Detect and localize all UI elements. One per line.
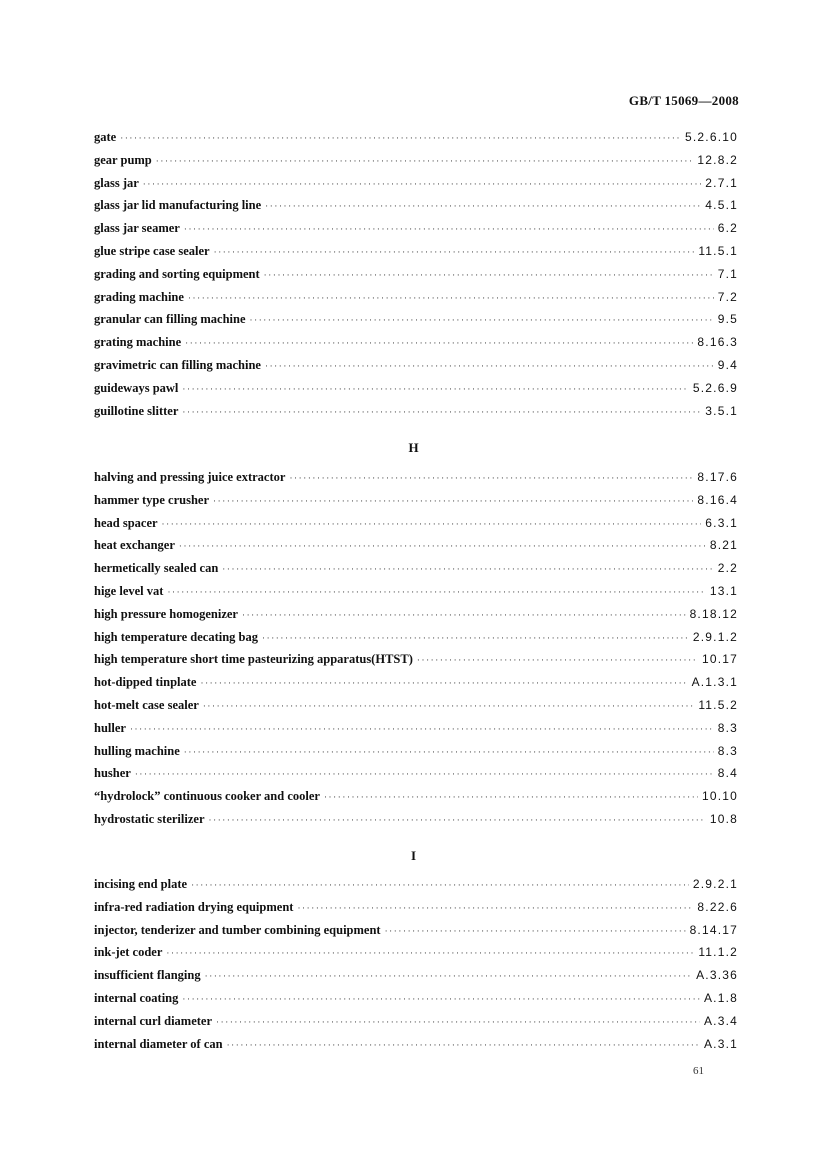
entry-term: internal diameter of can	[94, 1036, 223, 1051]
entry-ref: 11.5.1	[698, 243, 738, 258]
dot-leader	[130, 724, 714, 734]
dot-leader	[227, 1040, 700, 1050]
dot-leader	[179, 541, 706, 551]
entry-term: gate	[94, 130, 117, 144]
index-entry	[94, 900, 738, 923]
dot-leader	[250, 315, 714, 325]
entry-ref: 2.9.1.2	[692, 629, 738, 644]
index-entry	[94, 789, 738, 812]
entry-ref: 11.5.2	[698, 697, 738, 712]
entry-ref: 8.4	[717, 766, 738, 781]
page-number: 61	[693, 1065, 704, 1077]
entry-term: hermetically sealed can	[94, 561, 219, 576]
index-entry	[94, 493, 738, 516]
entry-ref: A.3.4	[703, 1013, 738, 1028]
entry-ref: 7.2	[717, 289, 738, 304]
entry-term: infra-red radiation drying equipment	[94, 899, 294, 914]
entry-ref: 13.1	[709, 583, 738, 598]
dot-leader	[120, 133, 681, 143]
entry-ref: 6.2	[717, 221, 738, 236]
index-entry	[94, 153, 738, 176]
index-entry	[94, 335, 738, 358]
dot-leader	[184, 747, 714, 757]
entry-term: glass jar lid manufacturing line	[94, 198, 262, 213]
entry-term: grading machine	[94, 289, 184, 304]
dot-leader	[214, 247, 695, 257]
dot-leader	[417, 655, 698, 665]
entry-ref: 10.8	[709, 811, 738, 826]
dot-leader	[191, 880, 689, 890]
dot-leader	[264, 270, 714, 280]
index-entry	[94, 584, 738, 607]
entry-term: glass jar	[94, 175, 139, 190]
entry-term: insufficient flanging	[94, 968, 201, 983]
entry-term: injector, tenderizer and tumber combining equipment	[94, 922, 381, 937]
entry-ref: A.1.3.1	[691, 675, 738, 690]
entry-term: glue stripe case sealer	[94, 243, 210, 258]
entry-ref: 7.1	[717, 266, 738, 281]
entry-ref: 11.1.2	[698, 945, 738, 960]
index-entry	[94, 404, 738, 427]
entry-ref: A.1.8	[703, 990, 738, 1005]
index-entry	[94, 991, 738, 1014]
entry-term: hot-dipped tinplate	[94, 675, 197, 690]
index-entry	[94, 358, 738, 381]
entry-ref: 8.3	[717, 720, 738, 735]
entry-ref: 8.14.17	[689, 922, 738, 937]
entry-ref: 8.17.6	[697, 470, 738, 484]
dot-leader	[265, 361, 714, 371]
index-entry	[94, 1014, 738, 1037]
dot-leader	[213, 496, 693, 506]
dot-leader	[200, 678, 687, 688]
entry-ref: 8.16.3	[697, 335, 738, 350]
dot-leader	[289, 473, 693, 483]
entry-term: halving and pressing juice extractor	[94, 470, 286, 484]
dot-leader	[205, 971, 692, 981]
entry-term: head spacer	[94, 515, 158, 530]
entry-ref: 2.2	[717, 561, 738, 576]
index-entry	[94, 877, 738, 900]
dot-leader	[297, 903, 693, 913]
index-entry	[94, 538, 738, 561]
index-entry	[94, 470, 738, 493]
entry-term: internal curl diameter	[94, 1013, 213, 1028]
dot-leader	[135, 769, 714, 779]
dot-leader	[185, 338, 693, 348]
dot-leader	[385, 926, 686, 936]
dot-leader	[182, 384, 688, 394]
dot-leader	[222, 564, 713, 574]
entry-term: gear pump	[94, 152, 152, 167]
index-entry	[94, 516, 738, 539]
index-entry	[94, 267, 738, 290]
entry-term: guillotine slitter	[94, 403, 179, 418]
entry-ref: 12.8.2	[697, 152, 738, 167]
index-entry	[94, 630, 738, 653]
entry-term: hot-melt case sealer	[94, 697, 199, 712]
entry-ref: 9.4	[717, 357, 738, 372]
entry-term: hammer type crusher	[94, 492, 210, 507]
entry-ref: 10.17	[701, 652, 738, 667]
dot-leader	[242, 610, 686, 620]
index-entry	[94, 652, 738, 675]
entry-term: hydrostatic sterilizer	[94, 811, 205, 826]
dot-leader	[209, 815, 706, 825]
index-entry	[94, 766, 738, 789]
entry-ref: 3.5.1	[705, 403, 738, 418]
entry-ref: 4.5.1	[705, 198, 738, 213]
entry-term: internal coating	[94, 990, 179, 1005]
entry-ref: 5.2.6.10	[685, 130, 738, 144]
index-entry	[94, 675, 738, 698]
dot-leader	[162, 519, 702, 529]
entry-term: gravimetric can filling machine	[94, 357, 261, 372]
entry-ref: 8.22.6	[697, 899, 738, 914]
entry-ref: 5.2.6.9	[692, 380, 738, 395]
dot-leader	[203, 701, 694, 711]
index-entry	[94, 561, 738, 584]
index-entry	[94, 198, 738, 221]
index-entry	[94, 923, 738, 946]
dot-leader	[265, 201, 701, 211]
entry-term: “hydrolock” continuous cooker and cooler	[94, 789, 320, 804]
dot-leader	[182, 994, 700, 1004]
dot-leader	[166, 948, 694, 958]
index-entry	[94, 968, 738, 991]
entry-ref: 2.7.1	[705, 175, 738, 190]
dot-leader	[184, 224, 714, 234]
index-entry	[94, 1037, 738, 1060]
entry-ref: 8.3	[717, 743, 738, 758]
section-letter-i: I	[410, 848, 417, 863]
entry-ref: 2.9.2.1	[692, 877, 738, 891]
entry-ref: 8.16.4	[697, 492, 738, 507]
entry-term: granular can filling machine	[94, 312, 246, 327]
index-entry	[94, 290, 738, 313]
dot-leader	[262, 633, 689, 643]
entry-term: high temperature short time pasteurizing apparatus(HTST)	[94, 652, 413, 667]
entry-ref: 8.21	[709, 538, 738, 553]
index-entry	[94, 221, 738, 244]
entry-ref: A.3.1	[703, 1036, 738, 1051]
entry-term: guideways pawl	[94, 380, 179, 395]
dot-leader	[188, 293, 714, 303]
entry-term: huller	[94, 720, 126, 735]
entry-term: grating machine	[94, 335, 182, 350]
dot-leader	[156, 156, 694, 166]
entry-term: husher	[94, 766, 131, 781]
dot-leader	[216, 1017, 700, 1027]
entry-ref: 10.10	[701, 789, 738, 804]
index-entry	[94, 607, 738, 630]
entry-term: heat exchanger	[94, 538, 175, 553]
entry-term: grading and sorting equipment	[94, 266, 260, 281]
entry-term: hige level vat	[94, 583, 164, 598]
index-entry	[94, 698, 738, 721]
entry-ref: A.3.36	[696, 968, 738, 983]
index-entry	[94, 721, 738, 744]
entry-ref: 8.18.12	[689, 606, 738, 621]
entry-term: high pressure homogenizer	[94, 606, 238, 621]
dot-leader	[167, 587, 705, 597]
entry-ref: 6.3.1	[705, 515, 738, 530]
entry-term: glass jar seamer	[94, 221, 180, 236]
dot-leader	[182, 407, 701, 417]
entry-term: incising end plate	[94, 877, 188, 891]
index-entry	[94, 945, 738, 968]
index-entry	[94, 812, 738, 835]
index-section-g	[94, 130, 738, 426]
entry-term: ink-jet coder	[94, 945, 163, 960]
dot-leader	[143, 179, 702, 189]
index-entry	[94, 744, 738, 767]
dot-leader	[324, 792, 698, 802]
section-letter-h: H	[408, 440, 419, 455]
index-entry	[94, 312, 738, 335]
entry-term: high temperature decating bag	[94, 629, 258, 644]
index-entry	[94, 381, 738, 404]
index-entry	[94, 244, 738, 267]
index-section-h	[94, 470, 738, 835]
index-entry	[94, 130, 738, 153]
entry-ref: 9.5	[717, 312, 738, 327]
entry-term: hulling machine	[94, 743, 180, 758]
index-section-i	[94, 877, 738, 1059]
index-entry	[94, 176, 738, 199]
standard-code: GB/T 15069—2008	[628, 93, 739, 108]
